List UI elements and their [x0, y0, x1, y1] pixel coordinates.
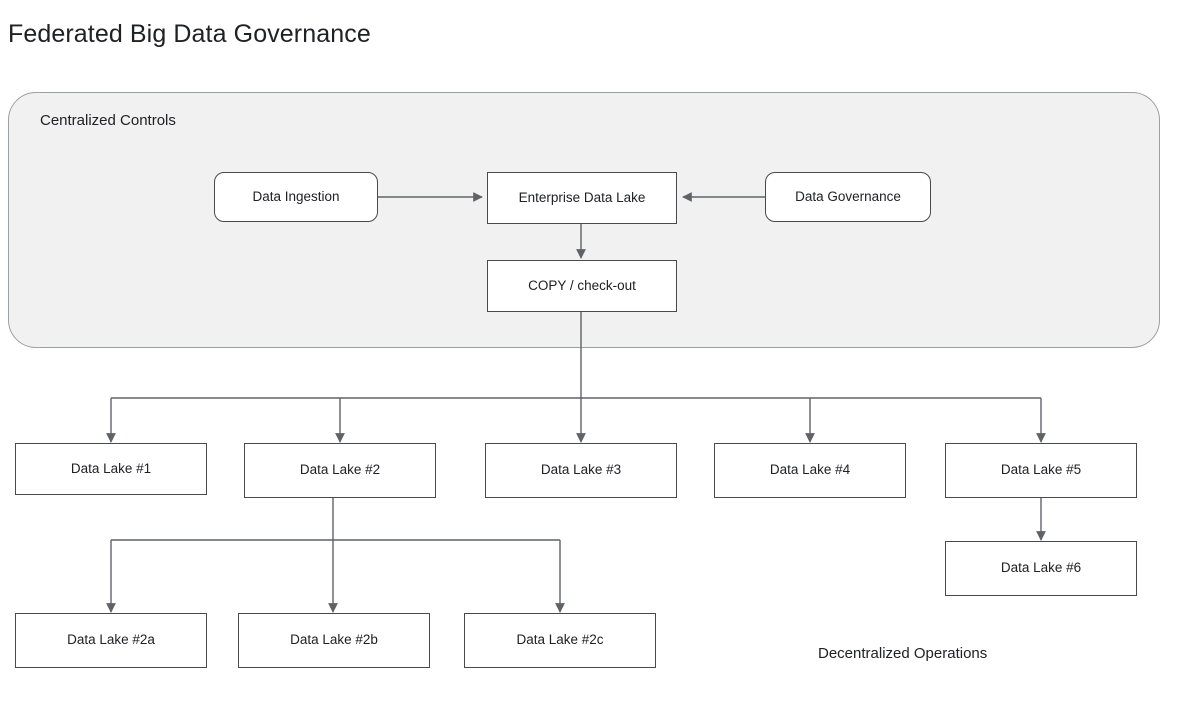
node-data-lake-5[interactable]	[945, 443, 1137, 498]
node-data-lake-4-label: Data Lake #4	[769, 462, 851, 478]
node-data-lake-6[interactable]	[945, 541, 1137, 596]
page-title: Federated Big Data Governance	[8, 20, 371, 48]
node-data-lake-2a-label: Data Lake #2a	[67, 632, 155, 648]
node-data-lake-3-label: Data Lake #3	[540, 462, 622, 478]
node-data-lake-1[interactable]	[15, 443, 207, 495]
node-data-ingestion-label: Data Ingestion	[252, 188, 340, 204]
decentralized-operations-label: Decentralized Operations	[818, 645, 988, 662]
node-copy-checkout[interactable]	[487, 260, 677, 312]
node-data-lake-1-label: Data Lake #1	[70, 460, 152, 476]
node-enterprise-data-lake[interactable]	[487, 172, 677, 224]
node-data-lake-4[interactable]	[714, 443, 906, 498]
node-data-governance-label: Data Governance	[795, 188, 901, 204]
node-data-lake-2c-label: Data Lake #2c	[516, 632, 604, 648]
node-data-lake-6-label: Data Lake #6	[1000, 560, 1082, 576]
node-data-lake-3[interactable]	[485, 443, 677, 498]
node-data-lake-2a[interactable]	[15, 613, 207, 668]
centralized-controls-label: Centralized Controls	[40, 112, 176, 129]
node-data-lake-2-label: Data Lake #2	[299, 462, 381, 478]
node-data-governance[interactable]	[765, 172, 931, 222]
node-data-lake-2b[interactable]	[238, 613, 430, 668]
node-data-lake-2[interactable]	[244, 443, 436, 498]
node-data-lake-5-label: Data Lake #5	[1000, 462, 1082, 478]
node-enterprise-data-lake-label: Enterprise Data Lake	[518, 189, 646, 205]
node-data-lake-2b-label: Data Lake #2b	[290, 632, 378, 648]
node-data-lake-2c[interactable]	[464, 613, 656, 668]
node-copy-checkout-label: COPY / check-out	[528, 277, 636, 293]
node-data-ingestion[interactable]	[214, 172, 378, 222]
